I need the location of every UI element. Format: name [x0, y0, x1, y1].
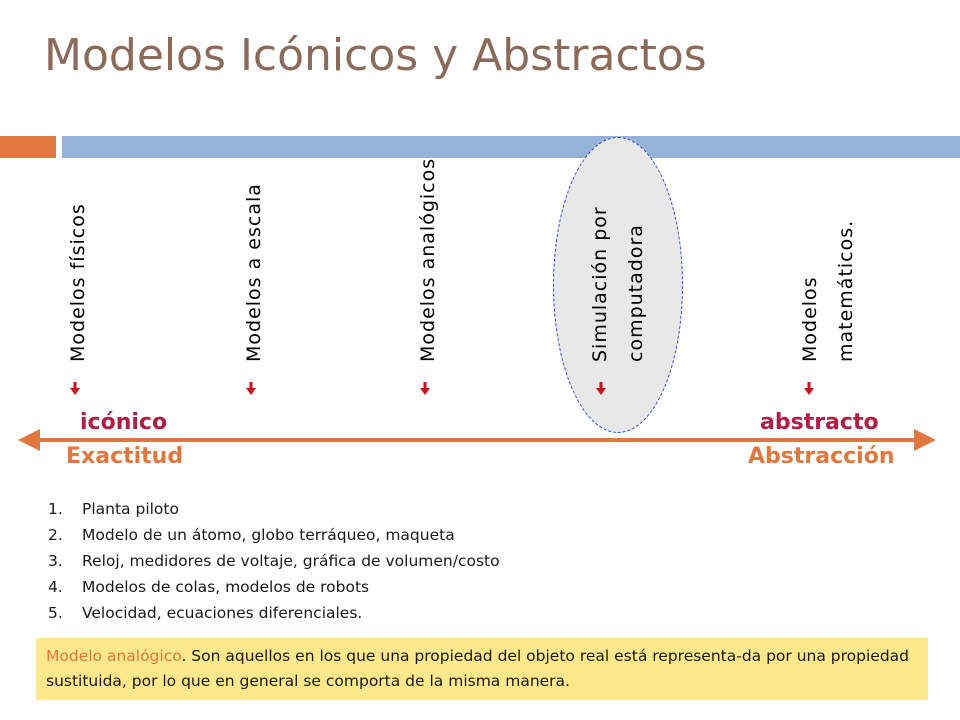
list-number: 4. [48, 578, 63, 596]
list-text: Reloj, medidores de voltaje, gráfica de volumen/costo [82, 552, 500, 570]
list-item [48, 600, 500, 626]
list-number: 2. [48, 526, 63, 544]
list-item [48, 496, 500, 522]
list-item [48, 522, 500, 548]
category-label-analog-models [410, 158, 446, 362]
category-label-computer-simulation [582, 206, 654, 362]
down-arrow-icon [246, 382, 256, 396]
list-text: Planta piloto [82, 500, 179, 518]
axis-label-abstraction: Abstracción [748, 444, 895, 469]
note-term: Modelo analógico [46, 647, 182, 665]
down-arrow-icon [804, 382, 814, 396]
axis-label-exactitude: Exactitud [66, 444, 184, 469]
definition-note-box [36, 638, 928, 700]
list-item [48, 574, 500, 600]
category-label-line: Modelos físicos [67, 203, 89, 362]
list-number: 3. [48, 552, 63, 570]
category-label-line: Modelos [799, 276, 821, 362]
examples-list [48, 496, 500, 626]
axis-label-abstract: abstracto [760, 410, 879, 435]
list-text: Velocidad, ecuaciones diferenciales. [82, 604, 363, 622]
header-accent-bar-blue [62, 136, 960, 158]
list-number: 5. [48, 604, 63, 622]
category-label-line: Modelos analógicos [417, 157, 439, 362]
list-number: 1. [48, 500, 63, 518]
category-label-line: Modelos a escala [243, 183, 265, 362]
list-text: Modelo de un átomo, globo terráqueo, maqueta [82, 526, 455, 544]
down-arrow-icon [420, 382, 430, 396]
category-label-mathematical-models [792, 220, 864, 362]
page-title: Modelos Icónicos y Abstractos [44, 30, 707, 81]
header-accent-bar-orange [0, 136, 56, 158]
category-label-physical-models [60, 203, 96, 362]
category-label-line: computadora [625, 224, 647, 362]
list-item [48, 548, 500, 574]
category-label-line: matemáticos. [835, 219, 857, 362]
down-arrow-icon [70, 382, 80, 396]
axis-label-iconic: icónico [80, 410, 168, 435]
note-text: . Son aquellos en los que una propiedad del objeto real está representa-da por una propiedad sustituida, por lo que en general se comporta de la misma manera. [46, 647, 909, 690]
list-text: Modelos de colas, modelos de robots [82, 578, 370, 596]
down-arrow-icon [596, 382, 606, 396]
category-label-scale-models [236, 183, 272, 362]
category-label-line: Simulación por [589, 206, 611, 362]
